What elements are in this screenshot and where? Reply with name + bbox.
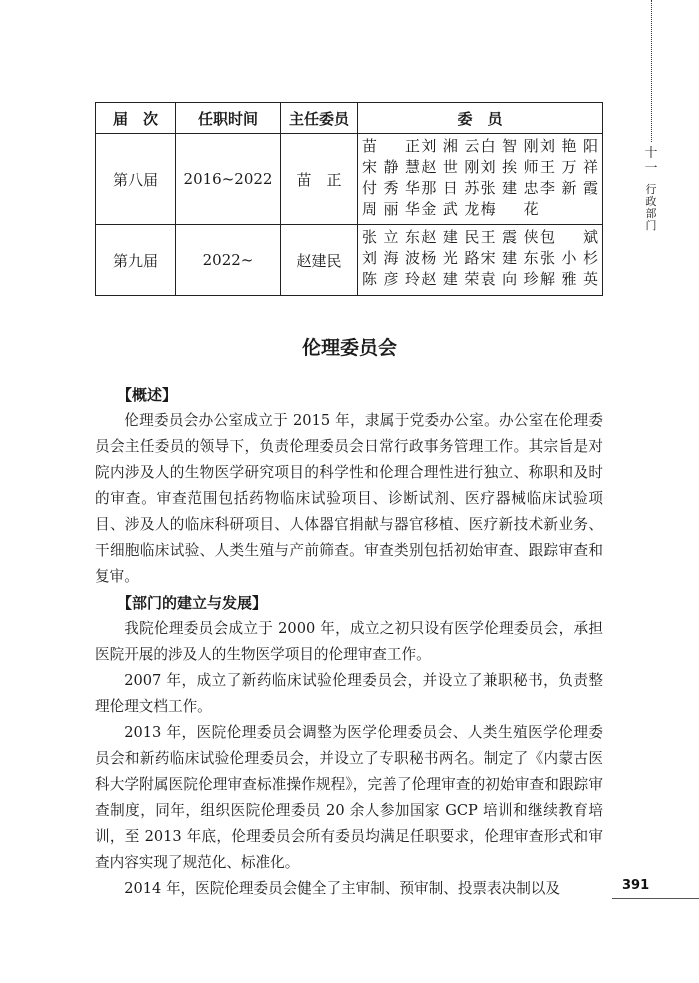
margin-dotted-line [651,0,652,142]
period-cell: 2022~ [176,225,281,296]
member-name: 那日苏 [421,179,480,197]
chair-cell: 赵建民 [281,225,358,296]
member-name: 刘海波 [362,249,420,267]
member-name: 张立东 [362,228,420,246]
member-row [362,136,598,157]
member-name: 赵世刚 [421,158,480,176]
member-name: 王震侠 [480,228,539,246]
member-name: 解雅英 [539,270,598,288]
member-name: 宋建东 [480,249,539,267]
member-name: 刘挨师 [480,158,539,176]
table-row [96,134,603,225]
section-title: 行政部门 [645,183,657,232]
member-name: 张建忠 [480,179,539,197]
paragraph: 2013 年，医院伦理委员会调整为医学伦理委员会、人类生殖医学伦理委员会和新药临床试验伦理委员会，并设立了专职秘书两名。制定了《内蒙古医科大学附属医院伦理审查标准操作规程》，完善了伦理审查的初始审查和跟踪审查制度，同年，组织医院伦理委员 20 余人参加国家 GCP 培训和继续教育培训，至 2013 年底，伦理委员会所有委员均满足任职要求，伦理审查形式和审查内容实现了规范化、标准化。 [95,724,603,871]
member-name: 包 斌 [539,228,598,246]
subheading-history: 【部门的建立与发展】 [117,594,268,612]
header-period: 任职时间 [176,103,281,134]
member-row [362,248,598,269]
members-cell [358,225,603,296]
section-number: 十一 [644,146,658,176]
header-members: 委 员 [358,103,603,134]
member-row [362,157,598,178]
page-number: 391 [622,878,650,893]
article-body [95,382,603,902]
member-name: 苗 正 [362,137,420,155]
paragraph: 我院伦理委员会成立于 2000 年，成立之初只设有医学伦理委员会，承担医院开展的涉及人的生物医学项目的伦理审查工作。 [95,620,603,663]
header-chair: 主任委员 [281,103,358,134]
member-row [362,178,598,199]
committee-members-table [95,102,603,296]
member-name: 杨光路 [421,249,480,267]
member-name: 白智刚 [480,137,539,155]
table-row [96,225,603,296]
member-row [362,199,598,220]
member-name: 李新霞 [539,179,598,197]
member-name: 袁向珍 [480,270,539,288]
member-name: 付秀华 [362,179,420,197]
subheading-overview: 【概述】 [117,386,178,404]
period-cell: 2016~2022 [176,134,281,225]
term-cell: 第八届 [96,134,176,225]
term-cell: 第九届 [96,225,176,296]
members-cell [358,134,603,225]
member-name: 陈彦玲 [362,270,420,288]
member-name: 赵建民 [421,228,480,246]
member-name [540,199,598,220]
member-name: 刘湘云 [421,137,480,155]
footer-rule [612,898,699,899]
section-heading: 伦理委员会 [301,337,397,359]
member-row [362,269,598,290]
section-label [641,146,661,232]
paragraph: 2007 年，成立了新药临床试验伦理委员会，并设立了兼职秘书，负责整理伦理文档工作。 [95,672,603,715]
member-row [362,227,598,248]
paragraph: 2014 年，医院伦理委员会健全了主审制、预审制、投票表决制以及 [124,880,561,897]
chair-cell: 苗 正 [281,134,358,225]
table-header-row [96,103,603,134]
member-name: 周丽华 [362,200,420,218]
member-name: 金武龙 [421,200,480,218]
member-name: 赵建荣 [421,270,480,288]
member-name: 王万祥 [539,158,598,176]
member-name: 梅 花 [480,200,539,218]
member-name: 宋静慧 [362,158,420,176]
member-name: 刘艳阳 [539,137,598,155]
paragraph: 伦理委员会办公室成立于 2015 年，隶属于党委办公室。办公室在伦理委员会主任委员的领导下，负责伦理委员会日常行政事务管理工作。其宗旨是对院内涉及人的生物医学研究项目的科学性和伦理合理性进行独立、称职和及时的审查。审查范围包括药物临床试验项目、诊断试剂、医疗器械临床试验项目、涉及人的临床科研项目、人体器官捐献与器官移植、医疗新技术新业务、干细胞临床试验、人类生殖与产前筛查。审查类别包括初始审查、跟踪审查和复审。 [95,412,603,585]
header-term: 届 次 [96,103,176,134]
member-name: 张小杉 [539,249,598,267]
